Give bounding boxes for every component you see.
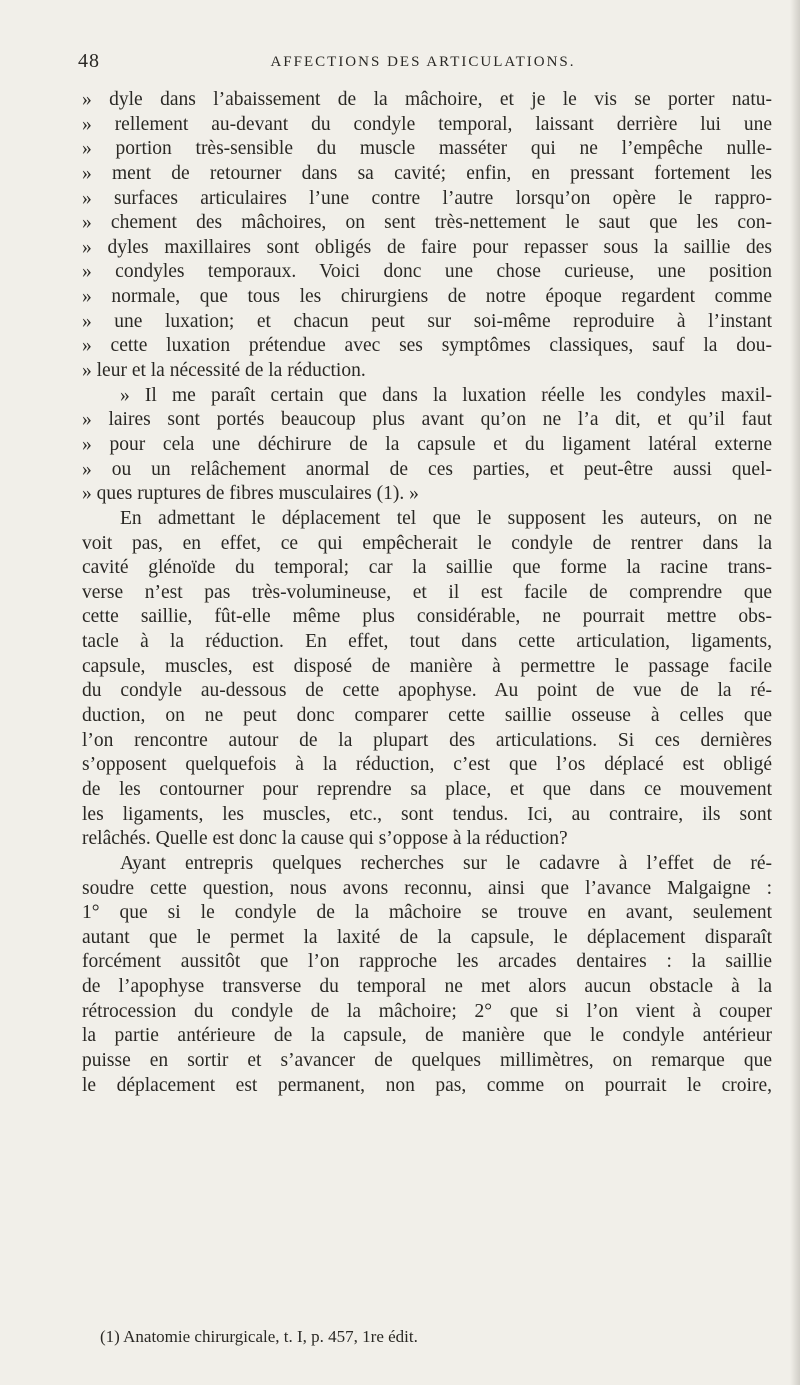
text-line: soudre cette question, nous avons reconnu, ainsi que l’avance Malgaigne : (82, 877, 772, 899)
text-line: » ou un relâchement anormal de ces parties, et peut-être aussi quel- (82, 458, 772, 480)
text-line: s’opposent quelquefois à la réduction, c’est que l’os déplacé est obligé (82, 754, 772, 776)
text-line: » rellement au-devant du condyle temporal, laissant derrière lui une (82, 113, 772, 135)
text-line: » dyle dans l’abaissement de la mâchoire, et je le vis se porter natu- (82, 89, 772, 110)
text-line: » pour cela une déchirure de la capsule et du ligament latéral externe (82, 433, 772, 455)
text-line: cavité glénoïde du temporal; car la saillie que forme la racine trans- (82, 557, 772, 579)
text-line: du condyle au-dessous de cette apophyse. Au point de vue de la ré- (82, 680, 772, 702)
text-line: les ligaments, les muscles, etc., sont tendus. Ici, au contraire, ils sont (82, 803, 772, 825)
text-line: puisse en sortir et s’avancer de quelques millimètres, on remarque que (82, 1049, 772, 1071)
text-line: la partie antérieure de la capsule, de manière que le condyle antérieur (82, 1025, 772, 1047)
text-line: relâchés. Quelle est donc la cause qui s’oppose à la réduction? (82, 828, 568, 850)
text-line: de les contourner pour reprendre sa place, et que dans ce mouvement (82, 778, 772, 800)
text-line: rétrocession du condyle de la mâchoire; 2° que si l’on vient à couper (82, 1000, 772, 1022)
body-text (82, 88, 772, 1098)
text-line: » surfaces articulaires l’une contre l’autre lorsqu’on opère le rappro- (82, 187, 772, 209)
text-line: » Il me paraît certain que dans la luxation réelle les condyles maxil- (120, 384, 772, 406)
text-line: » dyles maxillaires sont obligés de faire pour repasser sous la saillie des (82, 236, 772, 258)
text-line: tacle à la réduction. En effet, tout dans cette articulation, ligaments, (82, 631, 772, 653)
text-line: » cette luxation prétendue avec ses symptômes classiques, sauf la dou- (82, 335, 772, 357)
text-line: verse n’est pas très-volumineuse, et il est facile de comprendre que (82, 581, 772, 603)
text-line: cette saillie, fût-elle même plus considérable, ne pourrait mettre obs- (82, 606, 772, 628)
page-number: 48 (78, 50, 100, 72)
text-line: l’on rencontre autour de la plupart des articulations. Si ces dernières (82, 729, 772, 751)
footnote: (1) Anatomie chirurgicale, t. I, p. 457, 1re édit. (100, 1327, 418, 1346)
text-line: » une luxation; et chacun peut sur soi-même reproduire à l’instant (82, 310, 772, 332)
page-edge-shadow (790, 0, 800, 1385)
text-line: » ment de retourner dans sa cavité; enfin, en pressant fortement les (82, 162, 772, 184)
text-line: » normale, que tous les chirurgiens de notre époque regardent comme (82, 286, 772, 308)
text-line: autant que le permet la laxité de la capsule, le déplacement disparaît (82, 926, 772, 948)
text-line: » condyles temporaux. Voici donc une chose curieuse, une position (82, 261, 772, 283)
text-line: forcément aussitôt que l’on rapproche les arcades dentaires : la saillie (82, 951, 772, 973)
text-line: » leur et la nécessité de la réduction. (82, 360, 366, 382)
text-line: duction, on ne peut donc comparer cette saillie osseuse à celles que (82, 705, 772, 727)
text-line: le déplacement est permanent, non pas, comme on pourrait le croire, (82, 1074, 772, 1096)
running-head: AFFECTIONS DES ARTICULATIONS. (270, 54, 576, 70)
text-line: de l’apophyse transverse du temporal ne met alors aucun obstacle à la (82, 976, 772, 998)
text-line: 1° que si le condyle de la mâchoire se trouve en avant, seulement (82, 902, 772, 924)
text-line: En admettant le déplacement tel que le supposent les auteurs, on ne (120, 507, 772, 529)
text-line: capsule, muscles, est disposé de manière à permettre le passage facile (82, 655, 772, 677)
page-header (78, 50, 768, 80)
text-line: Ayant entrepris quelques recherches sur le cadavre à l’effet de ré- (120, 852, 772, 874)
text-line: voit pas, en effet, ce qui empêcherait le condyle de rentrer dans la (82, 532, 772, 554)
text-line: » chement des mâchoires, on sent très-nettement le saut que les con- (82, 212, 772, 234)
text-line: » ques ruptures de fibres musculaires (1). » (82, 483, 419, 505)
text-line: » portion très-sensible du muscle masséter qui ne l’empêche nulle- (82, 138, 772, 160)
text-line: » laires sont portés beaucoup plus avant qu’on ne l’a dit, et qu’il faut (82, 409, 772, 431)
